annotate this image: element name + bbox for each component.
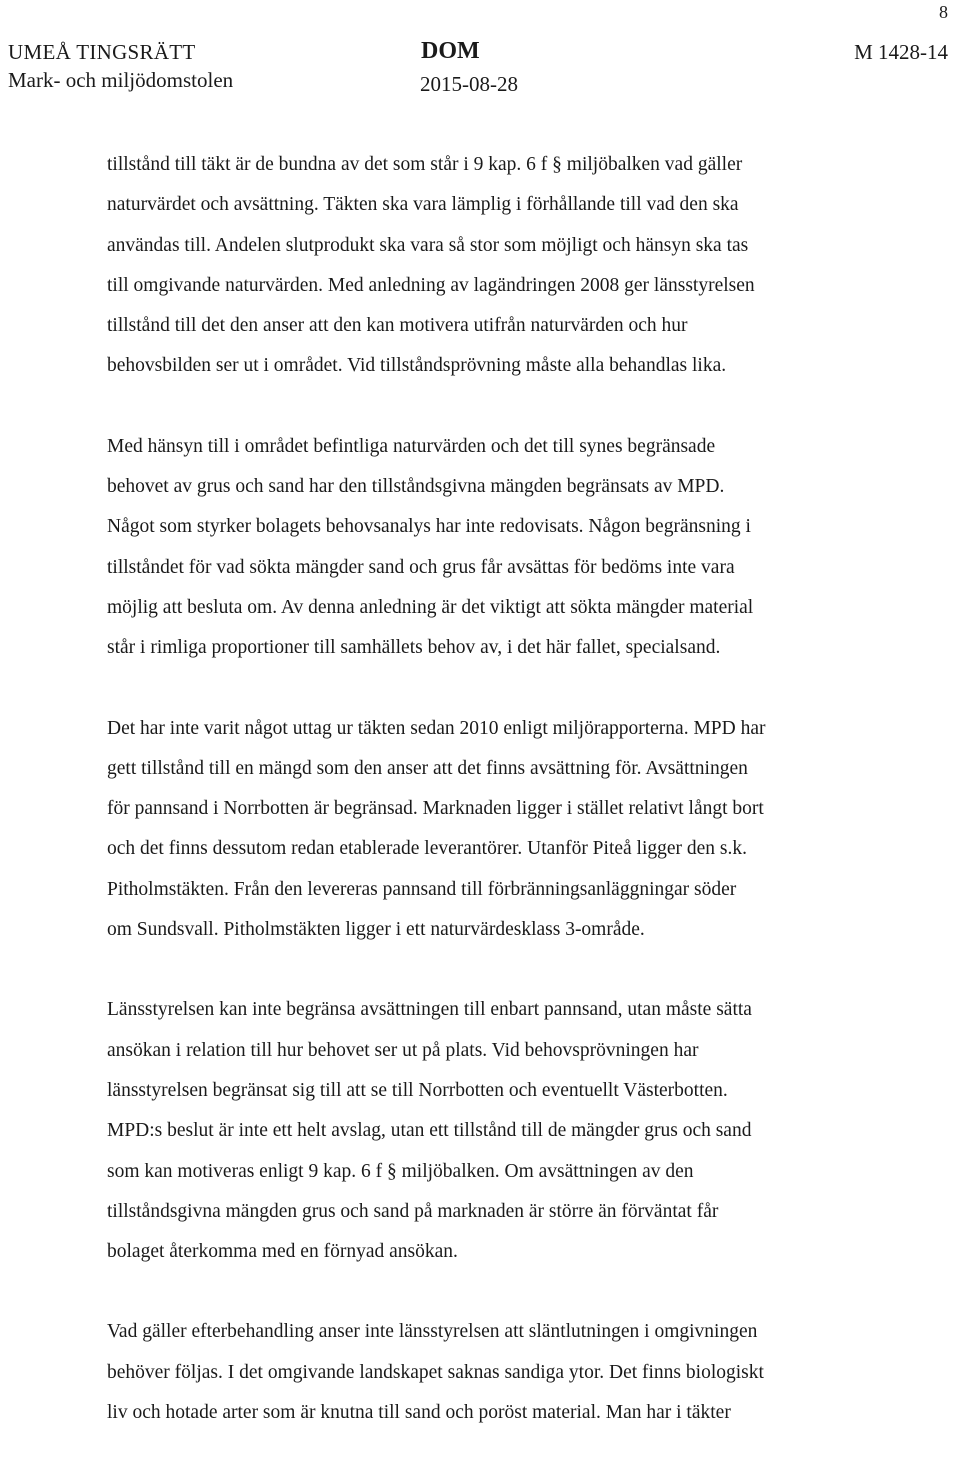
text-line: naturvärdet och avsättning. Täkten ska vara lämplig i förhållande till vad den ska: [107, 194, 739, 216]
text-line: tillståndsgivna mängden grus och sand på marknaden är större än förväntat får: [107, 1200, 719, 1222]
page-number: 8: [939, 2, 948, 22]
text-line: behovsbilden ser ut i området. Vid tillståndsprövning måste alla behandlas lika.: [107, 355, 727, 377]
text-line: till omgivande naturvärden. Med anledning av lagändringen 2008 ger länsstyrelsen: [107, 274, 755, 296]
text-line: MPD:s beslut är inte ett helt avslag, utan ett tillstånd till de mängder grus och sand: [107, 1120, 752, 1142]
text-line: liv och hotade arter som är knutna till sand och poröst material. Man har i täkter: [107, 1402, 731, 1424]
text-line: gett tillstånd till en mängd som den anser att det finns avsättning för. Avsättningen: [107, 757, 748, 779]
text-line: behovet av grus och sand har den tillståndsgivna mängden begränsats av MPD.: [107, 476, 725, 498]
text-line: tillstånd till täkt är de bundna av det som står i 9 kap. 6 f § miljöbalken vad gäller: [107, 154, 743, 175]
text-line: länsstyrelsen begränsat sig till att se till Norrbotten och eventuellt Västerbotten.: [107, 1079, 728, 1101]
document-date: 2015-08-28: [420, 72, 518, 96]
court-division: Mark- och miljödomstolen: [8, 68, 234, 92]
text-line: möjlig att besluta om. Av denna anledning är det viktigt att sökta mängder material: [107, 596, 754, 618]
text-line: användas till. Andelen slutprodukt ska vara så stor som möjligt och hänsyn ska tas: [107, 234, 749, 256]
text-line: behöver följas. I det omgivande landskapet saknas sandiga ytor. Det finns biologiskt: [107, 1361, 764, 1383]
case-number: M 1428-14: [854, 40, 948, 64]
document-header: [8, 40, 948, 102]
paragraph-2: [107, 427, 907, 669]
court-name: UMEÅ TINGSRÄTT: [8, 40, 196, 64]
paragraph-4: [107, 990, 907, 1272]
text-line: står i rimliga proportioner till samhällets behov av, i det här fallet, specialsand.: [107, 637, 721, 659]
paragraph-5: [107, 1312, 907, 1433]
text-line: Det har inte varit något uttag ur täkten sedan 2010 enligt miljörapporterna. MPD har: [107, 717, 766, 739]
text-line: Med hänsyn till i området befintliga naturvärden och det till synes begränsade: [107, 435, 716, 457]
text-line: som kan motiveras enligt 9 kap. 6 f § miljöbalken. Om avsättningen av den: [107, 1160, 694, 1182]
document-type: DOM: [421, 38, 480, 64]
text-line: Vad gäller efterbehandling anser inte länsstyrelsen att släntlutningen i omgivningen: [107, 1321, 758, 1343]
text-line: tillståndet för vad sökta mängder sand och grus får avsättas för bedöms inte vara: [107, 556, 735, 578]
document-body: [107, 145, 907, 1473]
text-line: ansökan i relation till hur behovet ser ut på plats. Vid behovsprövningen har: [107, 1039, 699, 1061]
text-line: bolaget återkomma med en förnyad ansökan.: [107, 1241, 458, 1263]
text-line: Pitholmstäkten. Från den levereras pannsand till förbränningsanläggningar söder: [107, 878, 737, 900]
paragraph-3: [107, 709, 907, 951]
text-line: om Sundsvall. Pitholmstäkten ligger i ett naturvärdesklass 3-område.: [107, 919, 645, 941]
text-line: tillstånd till det den anser att den kan motivera utifrån naturvärden och hur: [107, 315, 688, 337]
text-line: Något som styrker bolagets behovsanalys har inte redovisats. Någon begränsning i: [107, 516, 751, 538]
paragraph-1: [107, 145, 907, 387]
text-line: Länsstyrelsen kan inte begränsa avsättningen till enbart pannsand, utan måste sätta: [107, 999, 752, 1021]
text-line: och det finns dessutom redan etablerade leverantörer. Utanför Piteå ligger den s.k.: [107, 838, 748, 860]
text-line: för pannsand i Norrbotten är begränsad. Marknaden ligger i stället relativt långt bort: [107, 798, 764, 820]
